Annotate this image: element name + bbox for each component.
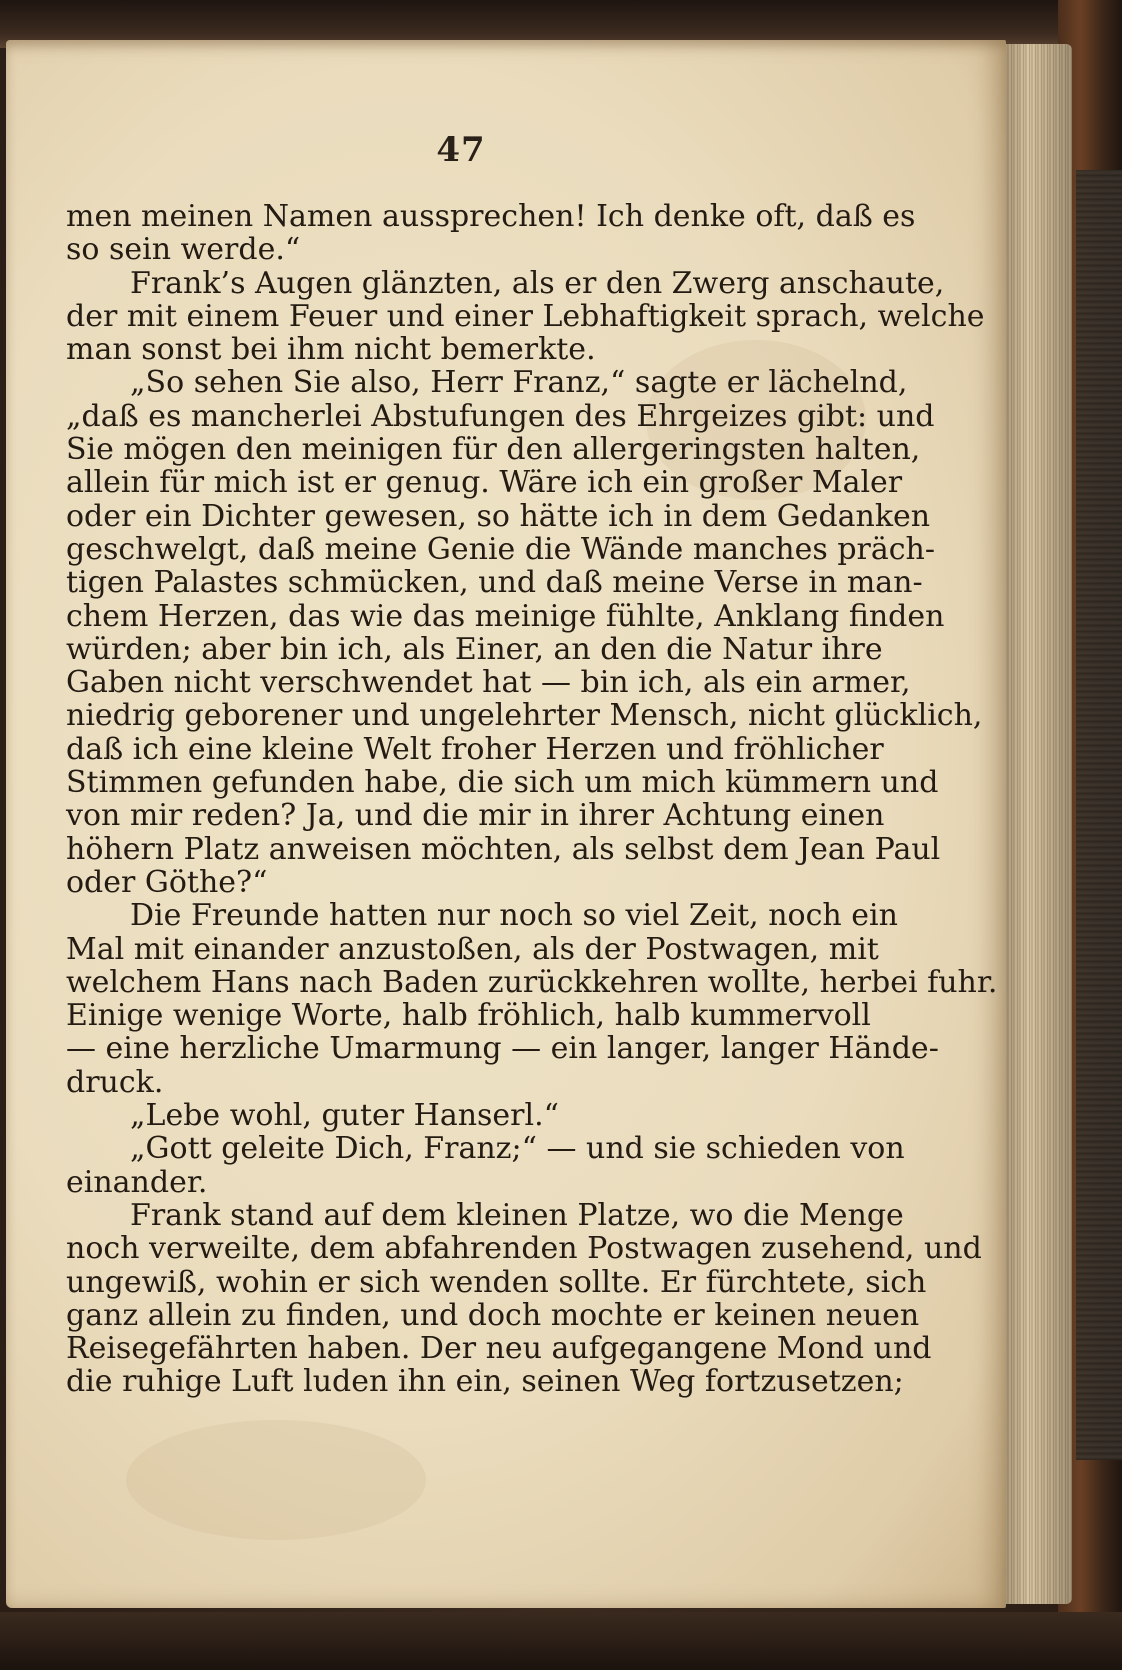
- text-line: druck.: [66, 1064, 164, 1100]
- paper-stain: [126, 1420, 426, 1540]
- text-line: geschwelgt, daß meine Genie die Wände manches präch-: [66, 531, 936, 567]
- text-line: tigen Palastes schmücken, und daß meine Verse in man-: [66, 565, 923, 601]
- text-line: Stimmen gefunden habe, die sich um mich kümmern und: [66, 765, 939, 801]
- text-line: oder ein Dichter gewesen, so hätte ich in dem Gedanken: [66, 498, 931, 534]
- text-line: einander.: [66, 1164, 208, 1200]
- text-line: „So sehen Sie also, Herr Franz,“ sagte er lächelnd,: [130, 365, 908, 401]
- page-number: 47: [436, 130, 486, 170]
- text-line: Frank’s Augen glänzten, als er den Zwerg anschaute,: [130, 265, 945, 301]
- page-edges-shade: [1000, 44, 1072, 1604]
- text-line: Die Freunde hatten nur noch so viel Zeit, noch ein: [130, 898, 898, 934]
- text-line: ungewiß, wohin er sich wenden sollte. Er fürchtete, sich: [66, 1264, 927, 1300]
- text-line: von mir reden? Ja, und die mir in ihrer Achtung einen: [66, 798, 885, 834]
- body-text: [66, 199, 998, 1400]
- text-line: „Gott geleite Dich, Franz;“ — und sie schieden von: [130, 1131, 905, 1167]
- text-line: welchem Hans nach Baden zurückkehren wollte, herbei fuhr.: [66, 964, 998, 1000]
- book-cover-bottom: [0, 1612, 1122, 1670]
- text-line: „Lebe wohl, guter Hanserl.“: [130, 1098, 559, 1134]
- text-line: niedrig geborener und ungelehrter Mensch, nicht glücklich,: [66, 698, 983, 734]
- text-line: Einige wenige Worte, halb fröhlich, halb kummervoll: [66, 998, 871, 1034]
- text-line: „daß es mancherlei Abstufungen des Ehrgeizes gibt: und: [66, 398, 935, 434]
- text-line: ganz allein zu finden, und doch mochte er keinen neuen: [66, 1297, 920, 1333]
- text-line: würden; aber bin ich, als Einer, an den die Natur ihre: [66, 631, 883, 667]
- book-page: [6, 40, 1006, 1608]
- text-line: daß ich eine kleine Welt froher Herzen und fröhlicher: [66, 731, 884, 767]
- text-line: man sonst bei ihm nicht bemerkte.: [66, 332, 596, 368]
- text-line: der mit einem Feuer und einer Lebhaftigkeit sprach, welche: [66, 298, 985, 334]
- text-line: so sein werde.“: [66, 232, 301, 268]
- text-line: Gaben nicht verschwendet hat — bin ich, als ein armer,: [66, 665, 911, 701]
- book-cover-board: [1076, 170, 1122, 1460]
- text-line: chem Herzen, das wie das meinige fühlte, Anklang finden: [66, 598, 945, 634]
- text-line: oder Göthe?“: [66, 864, 268, 900]
- text-line: Sie mögen den meinigen für den allergeringsten halten,: [66, 432, 921, 468]
- text-line: noch verweilte, dem abfahrenden Postwagen zusehend, und: [66, 1231, 982, 1267]
- text-line: allein für mich ist er genug. Wäre ich ein großer Maler: [66, 465, 903, 501]
- text-line: — eine herzliche Umarmung — ein langer, langer Hände-: [66, 1031, 939, 1067]
- text-line: men meinen Namen aussprechen! Ich denke oft, daß es: [66, 199, 916, 234]
- text-line: Mal mit einander anzustoßen, als der Postwagen, mit: [66, 931, 879, 967]
- text-line: Reisegefährten haben. Der neu aufgegangene Mond und: [66, 1331, 932, 1367]
- text-line: Frank stand auf dem kleinen Platze, wo die Menge: [130, 1197, 904, 1233]
- text-line: die ruhige Luft luden ihn ein, seinen Weg fortzusetzen;: [66, 1364, 904, 1400]
- text-line: höhern Platz anweisen möchten, als selbst dem Jean Paul: [66, 831, 941, 867]
